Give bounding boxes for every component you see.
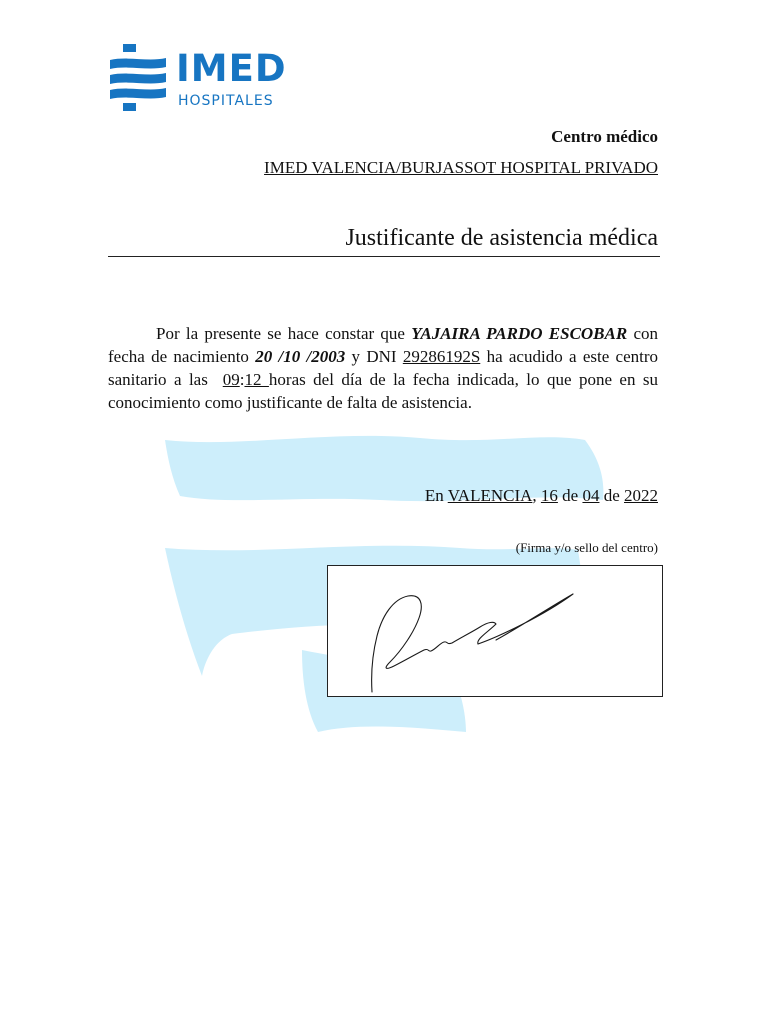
body-text-2: con fecha de nacimiento <box>108 324 659 366</box>
signature-box <box>327 565 663 697</box>
center-name: IMED VALENCIA/BURJASSOT HOSPITAL PRIVADO <box>264 158 658 177</box>
title-divider <box>108 256 660 257</box>
date-month: 04 <box>582 486 600 505</box>
body-text-4: ha acudido a este centro sanitario a las <box>108 347 663 389</box>
signature-caption: (Firma y/o sello del centro) <box>515 540 658 555</box>
date-year: 2022 <box>624 486 658 505</box>
date-de-1: de <box>557 486 583 505</box>
patient-name: YAJAIRA PARDO ESCOBAR <box>411 324 628 343</box>
attendance-hour: 09 <box>222 370 240 389</box>
imed-emblem-icon <box>108 42 168 114</box>
body-text-1: Por la presente se hace constar que <box>156 324 412 343</box>
date-city: VALENCIA <box>447 486 533 505</box>
signature-image <box>328 566 662 696</box>
date-line <box>425 486 658 506</box>
date-de-2: de <box>599 486 624 505</box>
certificate-paragraph <box>108 322 663 414</box>
dni-value: 29286192S <box>402 347 481 366</box>
document-title: Justificante de asistencia médica <box>345 225 658 251</box>
body-text-6: horas del día de la fecha indicada, lo que pone en su conocimiento como justificante de falta de asistencia. <box>108 370 659 412</box>
attendance-minute: 12 <box>244 370 269 389</box>
logo-wordmark: IMED <box>176 47 287 90</box>
date-day: 16 <box>540 486 558 505</box>
date-prefix: En <box>424 486 448 505</box>
center-label: Centro médico <box>551 127 658 146</box>
certificate-body <box>108 322 663 414</box>
birth-date: 20 /10 /2003 <box>255 347 346 366</box>
time-separator: : <box>239 370 245 389</box>
logo-subtitle: HOSPITALES <box>178 93 274 109</box>
body-text-3: y DNI <box>345 347 403 366</box>
date-sep: , <box>532 486 541 505</box>
